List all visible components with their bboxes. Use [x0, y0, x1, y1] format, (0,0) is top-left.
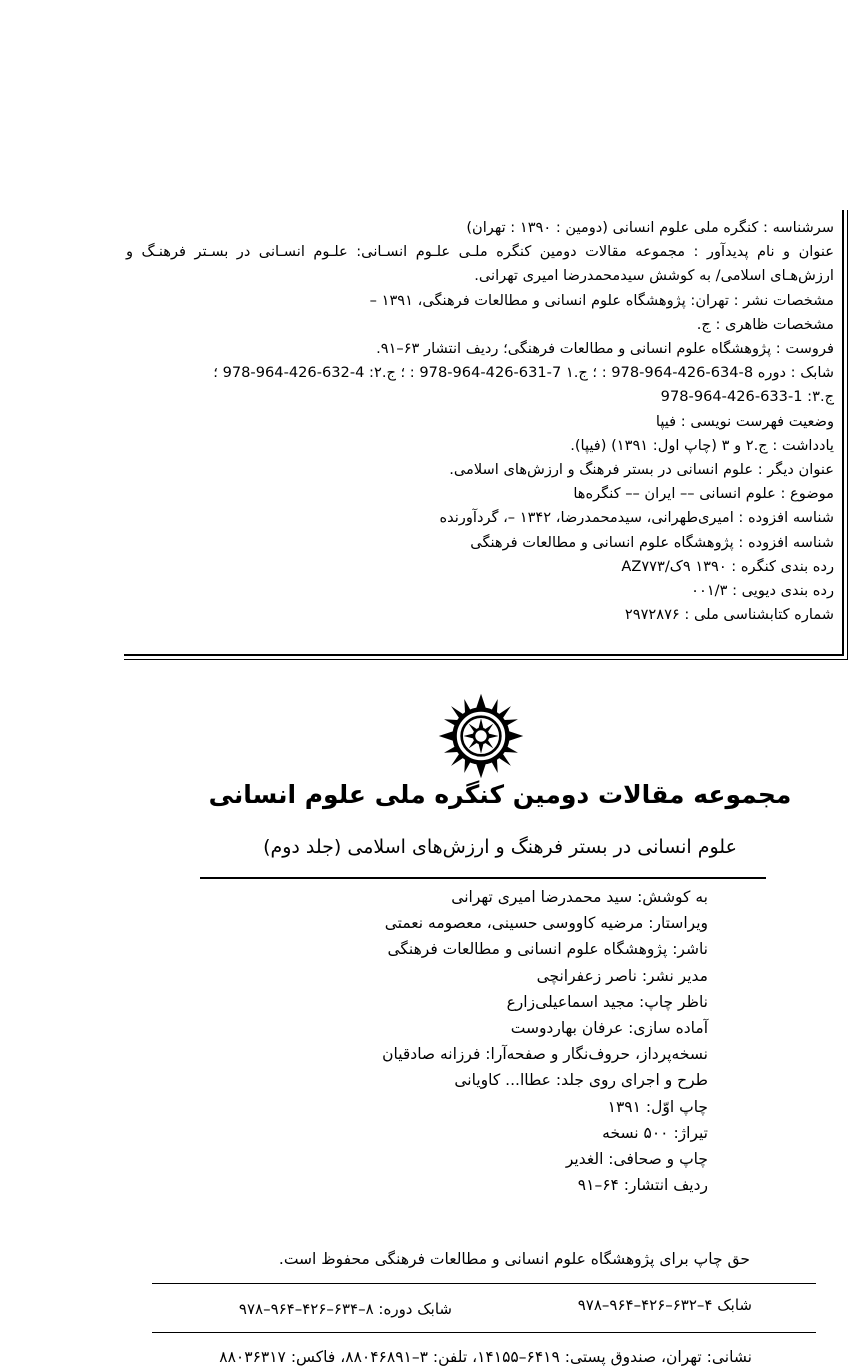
book-title: مجموعه مقالات دومین کنگره ملی علوم انسانی: [208, 780, 792, 809]
cip-national-bibliography-number: شماره کتابشناسی ملی : ۲۹۷۲۸۷۶: [624, 606, 834, 624]
credit-editors: ویراستار: مرضیه کاووسی حسینی، معصومه نعمتی: [384, 914, 708, 933]
footer-divider-top: [152, 1283, 816, 1284]
credit-print-run: تیراژ: ۵۰۰ نسخه: [602, 1123, 708, 1142]
cip-added-entry-corporate: شناسه افزوده : پژوهشگاه علوم انسانی و مطالعات فرهنگی: [470, 533, 834, 551]
cip-border-bottom: [124, 654, 844, 656]
cip-other-title: عنوان دیگر : علوم انسانی در بستر فرهنگ و ارزش‌های اسلامی.: [449, 461, 834, 479]
credit-publishing-manager: مدیر نشر: ناصر زعفرانچی: [536, 966, 708, 985]
cip-note: یادداشت : ج.۲ و ۳ (چاپ اول: ۱۳۹۱) (فیپا).: [570, 436, 834, 454]
cataloging-in-publication-box: [124, 210, 848, 660]
cip-subject: موضوع : علوم انسانی –– ایران –– کنگره‌ها: [573, 485, 834, 503]
credit-printing-binding: چاپ و صحافی: الغدیر: [565, 1150, 708, 1169]
cip-lines: [126, 216, 834, 627]
cip-dewey-classification: رده بندی دیویی : ۰۰۱/۳: [691, 582, 834, 600]
cip-cataloging-status: وضعیت فهرست نویسی : فیپا: [655, 412, 834, 430]
credit-typesetting: نسخه‌پرداز، حروف‌نگار و صفحه‌آرا: فرزانه صادقیان: [382, 1045, 708, 1064]
credit-preparation: آماده سازی: عرفان بهاردوست: [510, 1019, 708, 1038]
cip-lc-classification: رده بندی کنگره : ۱۳۹۰ ۹ک/AZ۷۷۳: [621, 557, 834, 575]
isbn-set: شابک دوره: ۸–۶۳۴–۴۲۶–۹۶۴–۹۷۸: [238, 1300, 452, 1318]
cip-border-right-thin: [847, 210, 848, 660]
cip-border-bottom-thin: [124, 659, 848, 660]
credit-cover-design: طرح و اجرای روی جلد: عطاا... کاویانی: [454, 1071, 708, 1090]
footer-divider-bottom: [152, 1332, 816, 1333]
copyright-notice: حق چاپ برای پژوهشگاه علوم انسانی و مطالعات فرهنگی محفوظ است.: [278, 1250, 750, 1268]
publisher-emblem-icon: [437, 692, 525, 780]
cip-series: فروست : پژوهشگاه علوم انسانی و مطالعات فرهنگی؛ ردیف انتشار ۶۳–۹۱.: [376, 340, 834, 358]
book-subtitle: علوم انسانی در بستر فرهنگ و ارزش‌های اسلامی (جلد دوم): [263, 836, 737, 858]
credit-compiler: به کوشش: سید محمدرضا امیری تهرانی: [451, 888, 708, 906]
cip-title-statement: عنوان و نام پدیدآور : مجموعه مقالات دومین کنگره ملـی علـوم انسـانی: علـوم انسـانی در بسـتر فرهنـگ و ارزش‌هـای اسلامی/ به کوشش سیدمحمدرضا امیری تهرانی.: [126, 243, 834, 285]
credit-print-supervisor: ناظر چاپ: مجید اسماعیلی‌زارع: [506, 992, 708, 1011]
credit-first-edition: چاپ اوّل: ۱۳۹۱: [607, 1097, 708, 1116]
credit-publication-series-number: ردیف انتشار: ۶۴–۹۱: [577, 1176, 708, 1195]
publisher-address: نشانی: تهران، صندوق پستی: ۶۴۱۹–۱۴۱۵۵، تلفن: ۳–۸۸۰۴۶۸۹۱، فاکس: ۸۸۰۳۶۳۱۷: [219, 1348, 752, 1366]
cip-physical-description: مشخصات ظاهری : ج.: [696, 315, 834, 333]
cip-isbn-vol3: ج.۳: 1-633-426-964-978: [660, 388, 834, 406]
cip-main-entry: سرشناسه : کنگره ملی علوم انسانی (دومین : ۱۳۹۰ : تهران): [466, 219, 834, 236]
cip-publication: مشخصات نشر : تهران: پژوهشگاه علوم انسانی و مطالعات فرهنگی، ۱۳۹۱ –: [369, 291, 834, 309]
title-divider: [200, 877, 766, 879]
cip-border-right: [842, 210, 844, 656]
cip-isbn: شابک : دوره 8-634-426-964-978 : ؛ ج.۱ 7-631-426-964-978 : ؛ ج.۲: 4-632-426-964-978 ؛: [213, 364, 834, 382]
cip-added-entry-person: شناسه افزوده : امیری‌طهرانی، سیدمحمدرضا، ۱۳۴۲ –، گردآورنده: [439, 509, 834, 527]
credit-publisher: ناشر: پژوهشگاه علوم انسانی و مطالعات فرهنگی: [387, 940, 708, 959]
credits-block: [200, 884, 708, 1198]
isbn-volume: شابک ۴–۶۳۲–۴۲۶–۹۶۴–۹۷۸: [577, 1296, 752, 1314]
